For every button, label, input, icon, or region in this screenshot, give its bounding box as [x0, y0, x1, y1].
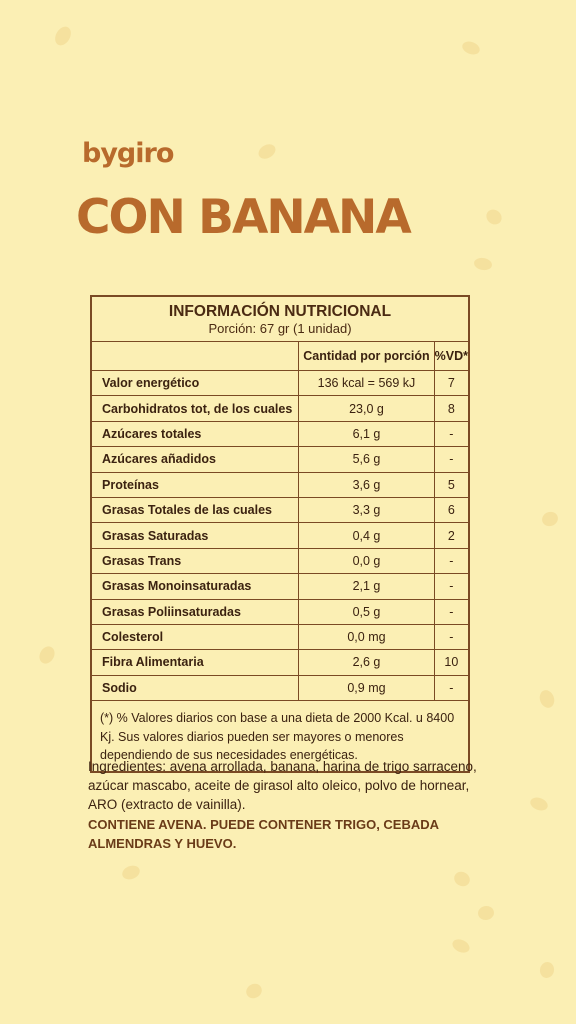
oat-flake-decoration: [460, 39, 481, 56]
table-row: [92, 371, 468, 396]
allergen-warning: CONTIENE AVENA. PUEDE CONTENER TRIGO, CEBADA ALMENDRAS Y HUEVO.: [88, 817, 439, 851]
oat-flake-decoration: [540, 510, 560, 529]
nutrient-label: Grasas Monoinsaturadas: [92, 574, 299, 599]
product-title: CON BANANA: [76, 190, 410, 245]
nutrient-vd: 7: [434, 371, 468, 396]
table-header-row: [92, 342, 468, 371]
nutrient-vd: 10: [434, 650, 468, 675]
footnote: (*) % Valores diarios con base a una dieta de 2000 Kcal. u 8400 Kj. Sus valores diarios pueden ser mayores o menores dependiendo de sus necesidades energéticas.: [92, 700, 468, 771]
nutrient-vd: -: [449, 680, 454, 695]
oat-flake-decoration: [483, 206, 504, 227]
oat-flake-decoration: [452, 869, 473, 889]
nutrition-panel: [90, 295, 470, 773]
nutrient-vd: -: [434, 599, 468, 624]
nutrient-label: Valor energético: [92, 371, 299, 396]
oat-flake-decoration: [473, 257, 493, 272]
nutrient-amount: 0,5 g: [299, 599, 434, 624]
ingredients-text: Ingredientes: avena arrollada, banana, harina de trigo sarraceno, azúcar mascabo, aceite de girasol alto oleico, polvo de hornear, ARO (extracto de vainilla).: [88, 759, 477, 812]
nutrient-amount: 23,0 g: [299, 396, 434, 421]
nutrition-title: INFORMACIÓN NUTRICIONAL: [168, 303, 392, 320]
table-row: [92, 574, 468, 599]
oat-flake-decoration: [120, 863, 141, 881]
column-header-amount: Cantidad por porción: [299, 342, 434, 371]
oat-flake-decoration: [450, 937, 471, 955]
oat-flake-decoration: [477, 905, 495, 922]
serving-size: Porción: 67 gr (1 unidad): [208, 321, 352, 336]
table-row: [92, 599, 468, 624]
nutrient-amount: 3,6 g: [299, 472, 434, 497]
nutrient-vd: -: [434, 548, 468, 573]
nutrient-label: Azúcares totales: [92, 421, 299, 446]
nutrient-label: Carbohidratos tot, de los cuales: [92, 396, 299, 421]
table-row: [92, 421, 468, 446]
nutrient-label: Grasas Poliinsaturadas: [92, 599, 299, 624]
table-row: [92, 675, 468, 700]
table-row: [92, 650, 468, 675]
nutrient-amount: 3,3 g: [299, 497, 434, 522]
nutrient-label: Proteínas: [92, 472, 299, 497]
nutrient-amount: 0,4 g: [299, 523, 434, 548]
nutrient-vd: 5: [434, 472, 468, 497]
nutrient-amount: 0,0 mg: [299, 624, 434, 649]
nutrient-label: Grasas Trans: [92, 548, 299, 573]
nutrient-amount: 6,1 g: [299, 421, 434, 446]
nutrient-amount: 136 kcal = 569 kJ: [299, 371, 434, 396]
oat-flake-decoration: [244, 981, 265, 1001]
oat-flake-decoration: [528, 795, 549, 812]
nutrient-label: Fibra Alimentaria: [92, 650, 299, 675]
nutrient-vd: -: [434, 421, 468, 446]
nutrient-amount: 2,6 g: [299, 650, 434, 675]
nutrient-vd: 8: [434, 396, 468, 421]
oat-flake-decoration: [537, 688, 556, 710]
table-row: [92, 447, 468, 472]
nutrient-vd: -: [434, 447, 468, 472]
nutrient-label: Azúcares añadidos: [92, 447, 299, 472]
column-header-vd: %VD*: [434, 342, 468, 371]
nutrient-vd: 6: [434, 497, 468, 522]
nutrient-label: Grasas Saturadas: [92, 523, 299, 548]
nutrient-amount: 2,1 g: [299, 574, 434, 599]
table-row: [92, 472, 468, 497]
nutrient-label: Grasas Totales de las cuales: [92, 497, 299, 522]
nutrient-vd: 2: [434, 523, 468, 548]
oat-flake-decoration: [539, 961, 556, 979]
table-row: [92, 396, 468, 421]
nutrient-vd: -: [434, 624, 468, 649]
nutrient-label: Colesterol: [92, 624, 299, 649]
nutrient-label: Sodio: [102, 680, 137, 695]
nutrient-vd: -: [434, 574, 468, 599]
table-row: [92, 523, 468, 548]
table-header-empty: [92, 342, 299, 371]
table-row: [92, 497, 468, 522]
nutrient-amount: 0,0 g: [299, 548, 434, 573]
oat-flake-decoration: [52, 24, 74, 48]
nutrient-amount: 5,6 g: [299, 447, 434, 472]
oat-flake-decoration: [36, 644, 57, 667]
nutrition-table: [92, 342, 468, 700]
nutrition-panel-header: [92, 297, 468, 342]
table-row: [92, 548, 468, 573]
table-row: [92, 624, 468, 649]
brand-logo: bygiro: [82, 138, 174, 169]
nutrient-amount: 0,9 mg: [299, 675, 434, 700]
oat-flake-decoration: [256, 141, 278, 161]
